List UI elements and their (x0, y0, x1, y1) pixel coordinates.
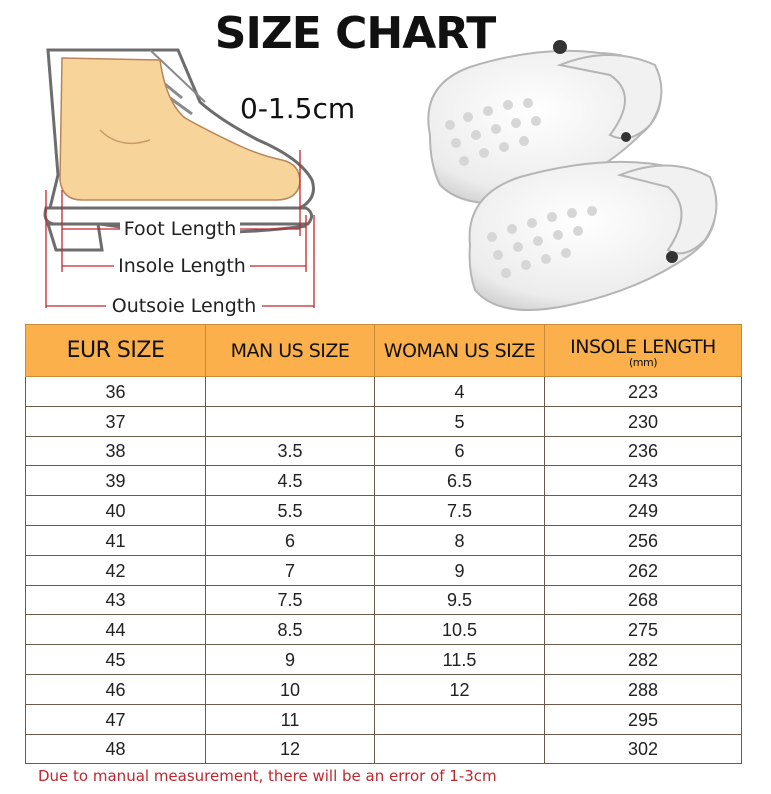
cell-man-us-size: 7 (206, 555, 375, 585)
cell-eur-size: 45 (26, 645, 206, 675)
table-row (26, 466, 742, 496)
cell-woman-us-size: 8 (375, 525, 545, 555)
cell-man-us-size: 7.5 (206, 585, 375, 615)
cell-eur-size: 47 (26, 704, 206, 734)
cell-insole-length: 249 (545, 496, 742, 526)
cell-man-us-size: 4.5 (206, 466, 375, 496)
table-row (26, 406, 742, 436)
cell-man-us-size: 9 (206, 645, 375, 675)
cell-man-us-size: 6 (206, 525, 375, 555)
cell-eur-size: 46 (26, 674, 206, 704)
cell-eur-size: 39 (26, 466, 206, 496)
cell-eur-size: 38 (26, 436, 206, 466)
cell-woman-us-size: 6.5 (375, 466, 545, 496)
cell-man-us-size (206, 406, 375, 436)
table-header-row (26, 325, 742, 377)
header-woman-us-size: WOMAN US SIZE (375, 325, 545, 377)
cell-woman-us-size (375, 734, 545, 764)
cell-woman-us-size: 12 (375, 674, 545, 704)
cell-eur-size: 37 (26, 406, 206, 436)
cell-insole-length: 236 (545, 436, 742, 466)
cell-eur-size: 44 (26, 615, 206, 645)
header-man-us-size: MAN US SIZE (206, 325, 375, 377)
cell-man-us-size (206, 377, 375, 407)
cell-insole-length: 262 (545, 555, 742, 585)
cell-insole-length: 223 (545, 377, 742, 407)
cell-insole-length: 243 (545, 466, 742, 496)
header-insole-unit: (mm) (628, 355, 657, 369)
table-row (26, 585, 742, 615)
table-row (26, 734, 742, 764)
cell-woman-us-size (375, 704, 545, 734)
cell-woman-us-size: 4 (375, 377, 545, 407)
cell-insole-length: 275 (545, 615, 742, 645)
insole-length-label: Insole Length (118, 255, 246, 277)
size-table (25, 324, 742, 764)
header-insole-length-label: INSOLE LENGTH (570, 335, 716, 358)
measurement-error-note: Due to manual measurement, there will be an error of 1-3cm (38, 767, 497, 785)
cell-eur-size: 42 (26, 555, 206, 585)
cell-woman-us-size: 10.5 (375, 615, 545, 645)
cell-insole-length: 302 (545, 734, 742, 764)
foot-measurement-diagram (0, 40, 330, 325)
cell-insole-length: 256 (545, 525, 742, 555)
outsole-length-label: Outsoie Length (111, 295, 257, 317)
size-table-body (26, 377, 742, 764)
cell-man-us-size: 12 (206, 734, 375, 764)
cell-woman-us-size: 7.5 (375, 496, 545, 526)
cell-eur-size: 41 (26, 525, 206, 555)
clog-pair-image (410, 25, 740, 315)
table-row (26, 436, 742, 466)
table-row (26, 645, 742, 675)
table-row (26, 555, 742, 585)
cell-woman-us-size: 5 (375, 406, 545, 436)
cell-insole-length: 230 (545, 406, 742, 436)
table-row (26, 525, 742, 555)
cell-woman-us-size: 11.5 (375, 645, 545, 675)
foot-length-label: Foot Length (123, 218, 237, 240)
size-table-container (25, 324, 741, 764)
table-row (26, 674, 742, 704)
cell-insole-length: 282 (545, 645, 742, 675)
table-row (26, 704, 742, 734)
cell-insole-length: 295 (545, 704, 742, 734)
table-row (26, 615, 742, 645)
cell-eur-size: 36 (26, 377, 206, 407)
cell-eur-size: 48 (26, 734, 206, 764)
clog-front (470, 162, 717, 310)
table-row (26, 377, 742, 407)
cell-man-us-size: 8.5 (206, 615, 375, 645)
cell-man-us-size: 11 (206, 704, 375, 734)
table-row (26, 496, 742, 526)
cell-woman-us-size: 9.5 (375, 585, 545, 615)
cell-man-us-size: 3.5 (206, 436, 375, 466)
header-eur-size: EUR SIZE (26, 325, 206, 377)
cell-woman-us-size: 6 (375, 436, 545, 466)
toe-gap-label: 0-1.5cm (240, 92, 356, 125)
cell-woman-us-size: 9 (375, 555, 545, 585)
header-insole-length (545, 325, 742, 377)
cell-eur-size: 40 (26, 496, 206, 526)
shoe-heel (48, 224, 102, 250)
cell-man-us-size: 5.5 (206, 496, 375, 526)
cell-insole-length: 288 (545, 674, 742, 704)
cell-insole-length: 268 (545, 585, 742, 615)
cell-eur-size: 43 (26, 585, 206, 615)
cell-man-us-size: 10 (206, 674, 375, 704)
page-title: SIZE CHART (214, 8, 496, 59)
